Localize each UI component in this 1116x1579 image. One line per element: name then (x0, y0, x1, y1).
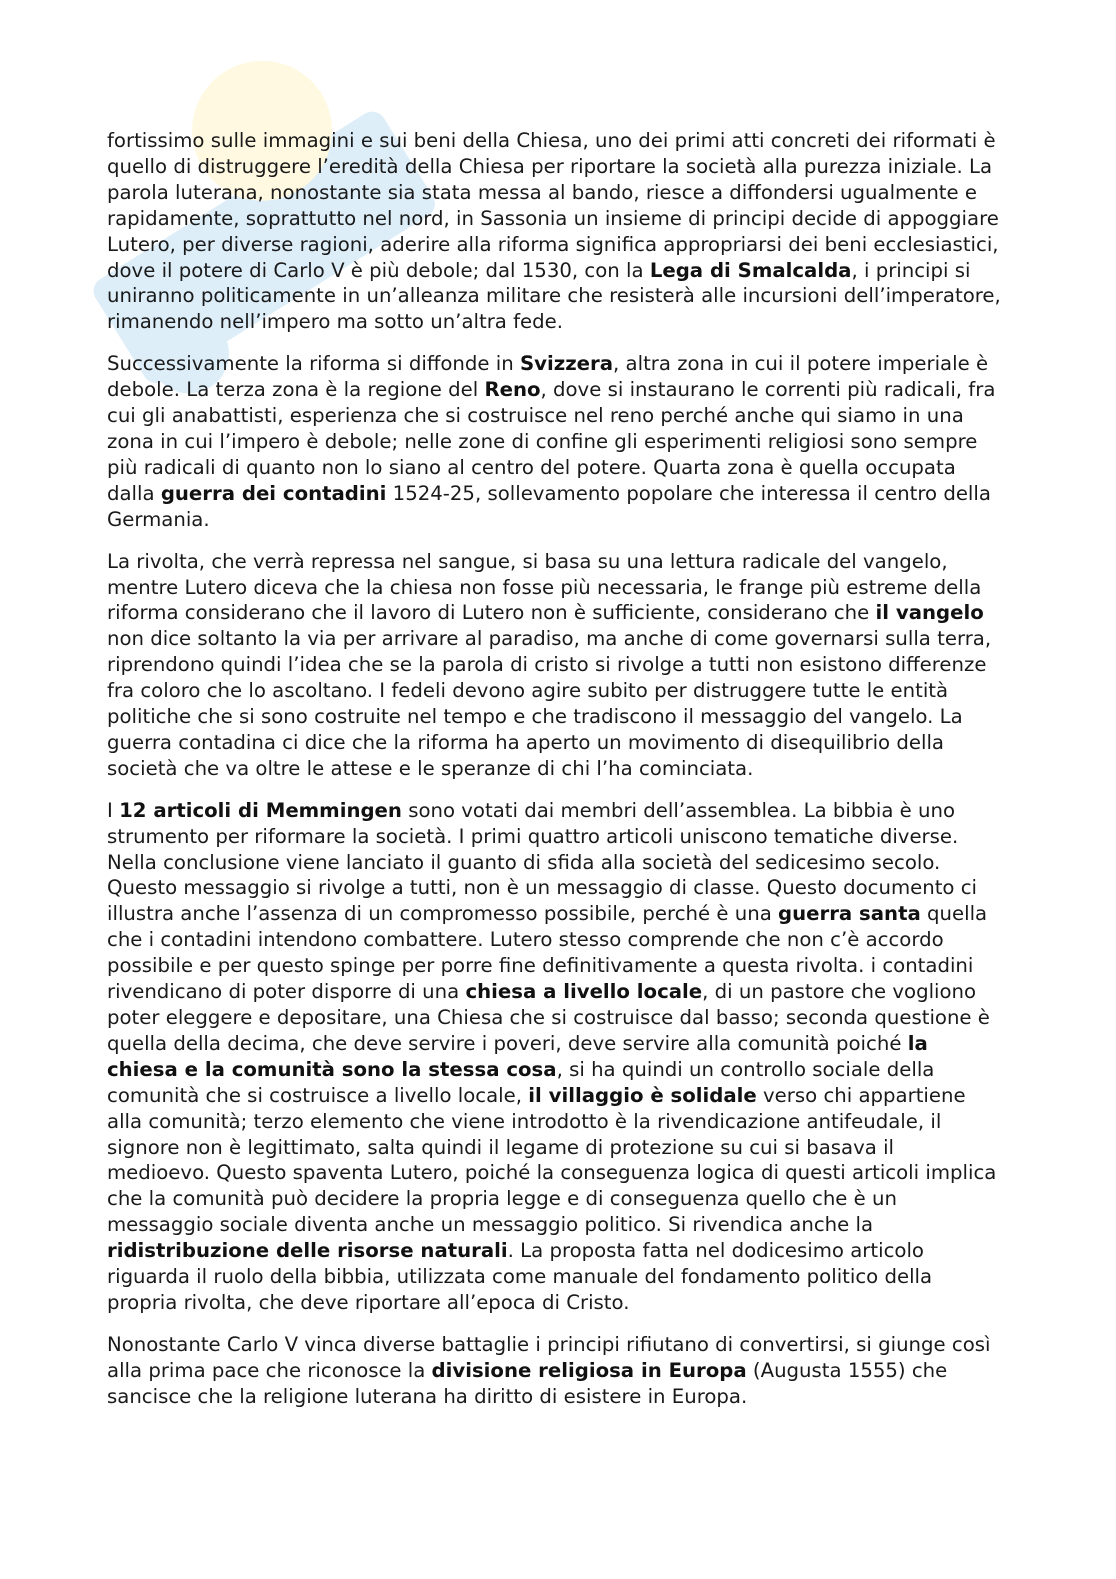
text-run: , di un pastore che vogliono poter eleggere e depositare, una Chiesa che si costruisce dal basso; seconda questione è quella della decima, che deve servire i poveri, deve servire alla comunità poiché (107, 980, 990, 1055)
text-run: 1524-25, sollevamento popolare che interessa il centro della Germania. (107, 481, 991, 531)
text-run: fortissimo sulle immagini e sui beni della Chiesa, uno dei primi atti concreti dei riformati è quello di distruggere l’eredità della Chiesa per riportare la società alla purezza iniziale. La parola luterana, nonostante sia stata messa al bando, riesce a diffondersi ugualmente e rapidamente, soprattutto nel nord, in Sassonia un insieme di principi decide di appoggiare Lutero, per diverse ragioni, aderire alla riforma significa appropriarsi dei beni ecclesiastici, dove il potere di Carlo V è più debole; dal 1530, con la (107, 129, 999, 282)
text-run: , altra zona in cui il potere imperiale è debole. La terza zona è la regione del (107, 352, 989, 402)
text-run: , i principi si uniranno politicamente in un’alleanza militare che resisterà alle incursioni dell’imperatore, rimanendo nell’impero ma sotto un’altra fede. (107, 258, 1001, 334)
document-page (107, 128, 1002, 1426)
text-run: La rivolta, che verrà repressa nel sangue, si basa su una lettura radicale del vangelo, mentre Lutero diceva che la chiesa non fosse più necessaria, le frange più estreme della riforma considerano che il lavoro di Lutero non è sufficiente, considerano che (107, 549, 982, 625)
bold-term: la chiesa e la comunità sono la stessa cosa (107, 1031, 928, 1081)
text-run: (Augusta 1555) che sancisce che la religione luterana ha diritto di esistere in Europa. (107, 1358, 948, 1408)
paragraph-1 (107, 128, 1002, 335)
text-run: , si ha quindi un controllo sociale della comunità che si costruisce a livello locale, (107, 1057, 935, 1107)
text-run: Nonostante Carlo V vinca diverse battaglie i principi rifiutano di convertirsi, si giunge così alla prima pace che riconosce la (107, 1332, 991, 1382)
bold-term: 12 articoli di Memmingen (119, 798, 402, 822)
text-run: I (107, 798, 120, 822)
text-run: verso chi appartiene alla comunità; terzo elemento che viene introdotto è la rivendicazione antifeudale, il signore non è legittimato, salta quindi il legame di protezione su cui si basava il medioevo. Questo spaventa Lutero, poiché la conseguenza logica di questi articoli implica che la comunità può decidere la propria legge e di conseguenza quello che è un messaggio sociale diventa anche un messaggio politico. Si rivendica anche la (107, 1083, 997, 1237)
paragraph-4 (107, 798, 1002, 1316)
bold-term: guerra santa (778, 902, 921, 926)
text-run: non dice soltanto la via per arrivare al paradiso, ma anche di come governarsi sulla terra, riprendono quindi l’idea che se la parola di cristo si rivolge a tutti non esistono differenze fra coloro che lo ascoltano. I fedeli devono agire subito per distruggere tutte le entità politiche che si sono costruite nel tempo e che tradiscono il messaggio del vangelo. La guerra contadina ci dice che la riforma ha aperto un movimento di disequilibrio della società che va oltre le attese e le speranze di chi l’ha cominciata. (107, 627, 992, 780)
bold-term: guerra dei contadini (160, 481, 387, 505)
paragraph-3 (107, 549, 1002, 782)
bold-term: Svizzera (520, 352, 614, 376)
text-run: quella che i contadini intendono combattere. Lutero stesso comprende che non c’è accordo possibile e per questo spinge per porre fine definitivamente a questa rivolta. i contadini rivendicano di poter disporre di una (107, 902, 988, 1004)
paragraph-5 (107, 1332, 1002, 1410)
bold-term: ridistribuzione delle risorse naturali (107, 1239, 508, 1263)
paragraph-2 (107, 351, 1002, 532)
bold-term: divisione religiosa in Europa (431, 1358, 747, 1382)
bold-term: il villaggio è solidale (528, 1083, 757, 1107)
bold-term: il vangelo (875, 601, 984, 625)
text-run: sono votati dai membri dell’assemblea. La bibbia è uno strumento per riformare la società. I primi quattro articoli uniscono tematiche diverse. Nella conclusione viene lanciato il guanto di sfida alla società del sedicesimo secolo. Questo messaggio si rivolge a tutti, non è un messaggio di classe. Questo documento ci illustra anche l’assenza di un compromesso possibile, perché è una (107, 798, 978, 926)
text-run: Successivamente la riforma si diffonde in (107, 352, 520, 376)
text-run: . La proposta fatta nel dodicesimo articolo riguarda il ruolo della bibbia, utilizzata come manuale del fondamento politico della propria rivolta, che deve riportare all’epoca di Cristo. (107, 1239, 933, 1314)
bold-term: Lega di Smalcalda (649, 258, 852, 282)
bold-term: Reno (484, 378, 541, 402)
bold-term: chiesa a livello locale (465, 980, 703, 1004)
text-run: , dove si instaurano le correnti più radicali, fra cui gli anabattisti, esperienza che si costruisce nel reno perché anche qui siamo in una zona in cui l’impero è debole; nelle zone di confine gli esperimenti religiosi sono sempre più radicali di quanto non lo siano al centro del potere. Quarta zona è quella occupata dalla (107, 378, 996, 505)
